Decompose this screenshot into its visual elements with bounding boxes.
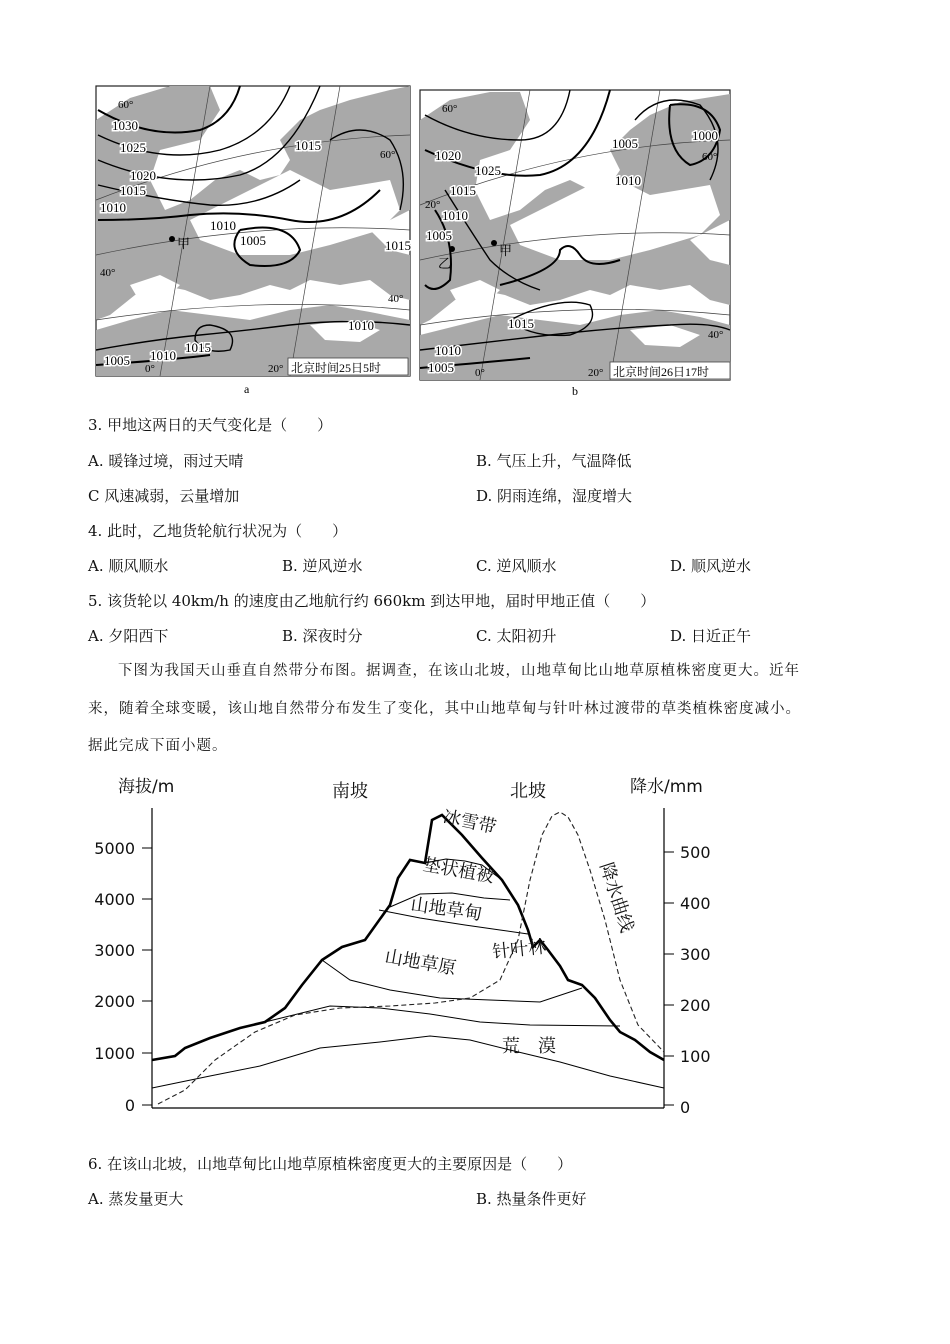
tianshan-diagram [90, 770, 730, 1125]
weather-maps [90, 80, 740, 402]
south-slope-label: 南坡 [332, 781, 368, 802]
map-a-grid-label: 20° [268, 363, 284, 375]
right-tick-label: 200 [680, 996, 711, 1015]
zone-label-desert: 荒 漠 [502, 1036, 556, 1057]
left-axis-title: 海拔/m [118, 777, 175, 797]
map-b-grid-label: 20° [425, 199, 441, 211]
precip-curve-label [595, 860, 637, 935]
map-b-caption: b [572, 384, 578, 398]
q4-stem: 4. 此时，乙地货轮航行状况为（ ） [88, 522, 348, 540]
map-a-grid-label: 60° [380, 149, 396, 161]
map-a-isobar-label: 1010 [100, 200, 126, 215]
map-b [420, 90, 730, 398]
map-a-isobar-label: 1015 [185, 340, 211, 355]
q4-option-c[interactable]: C. 逆风顺水 [476, 557, 557, 575]
map-b-yi-label: 乙 [438, 256, 452, 271]
q5-option-b[interactable]: B. 深夜时分 [282, 627, 363, 645]
boundary-desert-base [152, 1036, 664, 1088]
left-tick-label: 2000 [94, 992, 135, 1011]
map-a-grid-label: 0° [145, 363, 155, 375]
map-b-isobar-label: 1005 [428, 360, 454, 375]
north-slope-label: 北坡 [510, 781, 546, 802]
q3-option-d[interactable]: D. 阴雨连绵，湿度增大 [476, 487, 633, 505]
mountain-outline [152, 815, 664, 1060]
right-tick-label: 0 [680, 1098, 691, 1117]
map-a-caption: a [244, 382, 250, 396]
passage-line-3: 据此完成下面小题。 [88, 738, 228, 754]
tianshan-diagram-svg [90, 770, 730, 1125]
map-b-isobar-label: 1005 [426, 228, 452, 243]
map-b-isobar-label: 1010 [615, 173, 641, 188]
map-b-isobar-label: 1010 [442, 208, 468, 223]
map-a-isobar-label: 1025 [120, 140, 146, 155]
map-a-timestamp: 北京时间25日5时 [291, 361, 382, 375]
zone-label-steppe: 山地草原 [383, 946, 458, 980]
q3-option-b[interactable]: B. 气压上升，气温降低 [476, 452, 632, 470]
map-a-isobar-label: 1020 [130, 168, 156, 183]
map-b-grid-label: 0° [475, 367, 485, 379]
map-a-isobar-label: 1010 [210, 218, 236, 233]
right-tick-label: 300 [680, 945, 711, 964]
map-a-isobar-label: 1005 [104, 353, 130, 368]
map-a-isobar-label: 1030 [112, 118, 138, 133]
zone-label-meadow: 山地草甸 [409, 894, 484, 925]
q4-option-b[interactable]: B. 逆风逆水 [282, 557, 363, 575]
map-a-grid-label: 40° [388, 293, 404, 305]
map-a-jia-dot [169, 236, 175, 242]
right-tick-label: 400 [680, 894, 711, 913]
map-a-grid-label: 60° [118, 99, 134, 111]
q5-stem: 5. 该货轮以 40km/h 的速度由乙地航行约 660km 到达甲地，届时甲地正值（ ） [88, 592, 656, 610]
right-tick-label: 100 [680, 1047, 711, 1066]
map-b-grid-label: 60° [442, 103, 458, 115]
map-b-isobar-label: 1005 [612, 136, 638, 151]
map-a-isobar-label: 1015 [295, 138, 321, 153]
weather-maps-svg [90, 80, 740, 402]
map-a-jia-label: 甲 [177, 236, 191, 251]
q4-option-a[interactable]: A. 顺风顺水 [88, 557, 169, 575]
map-b-isobar-label: 1000 [692, 128, 718, 143]
right-tick-label: 500 [680, 843, 711, 862]
q6-option-b[interactable]: B. 热量条件更好 [476, 1190, 587, 1208]
left-tick-label: 0 [124, 1096, 135, 1115]
map-b-timestamp: 北京时间26日17时 [613, 365, 710, 379]
map-b-isobar-label: 1015 [508, 316, 534, 331]
passage-line-2: 来，随着全球变暖，该山地自然带分布发生了变化，其中山地草甸与针叶林过渡带的草类植株密度减小。 [88, 701, 801, 717]
left-tick-label: 5000 [94, 839, 135, 858]
map-a-isobar-label: 1010 [348, 318, 374, 333]
zone-label-snow: 冰雪带 [440, 806, 499, 839]
map-b-grid-label: 60° [702, 151, 718, 163]
map-b-isobar-label: 1015 [450, 183, 476, 198]
map-b-jia-label: 甲 [499, 243, 513, 258]
right-axis-title: 降水/mm [630, 777, 703, 797]
map-b-isobar-label: 1010 [435, 343, 461, 358]
map-b-jia-dot [491, 240, 497, 246]
map-b-isobar-label: 1025 [475, 163, 501, 178]
map-b-grid-label: 20° [588, 367, 604, 379]
zone-label-cushion: 垫状植被 [421, 854, 496, 888]
map-a-isobar-label: 1005 [240, 233, 266, 248]
q5-option-a[interactable]: A. 夕阳西下 [88, 627, 169, 645]
map-a-grid-label: 40° [100, 267, 116, 279]
zone-label-conifer: 针叶林 [491, 936, 548, 963]
left-tick-label: 3000 [94, 941, 135, 960]
q3-option-c[interactable]: C 风速减弱，云量增加 [88, 487, 240, 505]
passage-line-1: 下图为我国天山垂直自然带分布图。据调查，在该山北坡，山地草甸比山地草原植株密度更大。近年 [118, 663, 800, 679]
boundary-steppe-desert [265, 1006, 620, 1026]
map-b-yi-dot [449, 246, 455, 252]
q5-option-d[interactable]: D. 日近正午 [670, 627, 752, 645]
map-a [96, 86, 411, 396]
map-b-isobar-label: 1020 [435, 148, 461, 163]
precip-curve-label-text: 降水曲线 [595, 860, 638, 936]
q6-stem: 6. 在该山北坡，山地草甸比山地草原植株密度更大的主要原因是（ ） [88, 1155, 573, 1173]
left-tick-label: 4000 [94, 890, 135, 909]
q5-option-c[interactable]: C. 太阳初升 [476, 627, 557, 645]
left-tick-label: 1000 [94, 1044, 135, 1063]
map-a-isobar-label: 1015 [385, 238, 411, 253]
q4-option-d[interactable]: D. 顺风逆水 [670, 557, 752, 575]
q6-option-a[interactable]: A. 蒸发量更大 [88, 1190, 184, 1208]
map-b-grid-label: 40° [708, 329, 724, 341]
q3-option-a[interactable]: A. 暖锋过境，雨过天晴 [88, 452, 244, 470]
map-a-isobar-label: 1010 [150, 348, 176, 363]
q3-stem: 3. 甲地这两日的天气变化是（ ） [88, 416, 333, 434]
map-a-isobar-label: 1015 [120, 183, 146, 198]
